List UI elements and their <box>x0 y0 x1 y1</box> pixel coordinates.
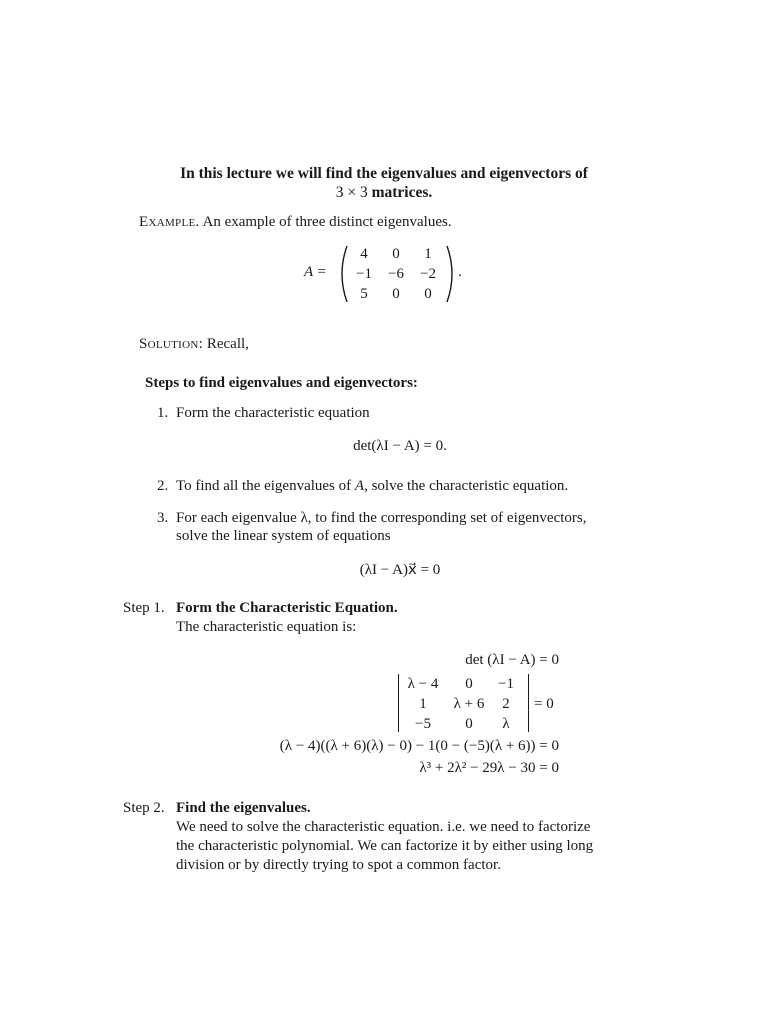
steps-item-3-line1: For each eigenvalue λ, to find the corresponding set of eigenvectors, <box>176 510 587 526</box>
steps-item-1-num: 1. <box>157 405 169 421</box>
example-label: Example. <box>139 214 200 230</box>
det-matrix-cell: λ + 6 <box>453 696 485 712</box>
det-matrix-cell: 2 <box>502 696 510 712</box>
steps-heading: Steps to find eigenvalues and eigenvectors: <box>145 375 418 391</box>
det-rhs: = 0 <box>534 696 554 712</box>
matrix-a-cell: 0 <box>392 246 400 262</box>
example-line <box>139 215 452 230</box>
steps-item-2-text <box>176 479 568 494</box>
title-math: 3 × 3 <box>335 184 368 201</box>
solution-text: Recall, <box>206 336 249 352</box>
matrix-a-cell: 1 <box>424 246 432 262</box>
matrix-a-cell: −2 <box>420 266 436 282</box>
det-matrix-cell: −1 <box>498 676 514 692</box>
det-left-bar <box>398 674 399 732</box>
det-matrix-cell: 1 <box>419 696 427 712</box>
det-right-bar <box>528 674 529 732</box>
eq-characteristic: det(λI − A) = 0. <box>353 438 447 454</box>
title-text: matrices. <box>367 184 433 201</box>
step2-line3: division or by directly trying to spot a common factor. <box>176 857 501 873</box>
step2-line1: We need to solve the characteristic equation. i.e. we need to factorize <box>176 819 591 835</box>
det-matrix-cell: 0 <box>465 716 473 732</box>
matrix-a-cell: 0 <box>424 286 432 302</box>
step2-label: Step 2. <box>123 800 165 816</box>
solution-line <box>139 337 249 352</box>
det-matrix-cell: λ <box>502 716 510 732</box>
steps-item-3-line2: solve the linear system of equations <box>176 528 391 544</box>
step1-heading: Form the Characteristic Equation. <box>176 600 398 616</box>
matrix-a-cell: 5 <box>360 286 368 302</box>
step2-line2: the characteristic polynomial. We can factorize it by either using long <box>176 838 594 854</box>
matrix-lhs: A = <box>304 264 327 280</box>
eq-poly: λ³ + 2λ² − 29λ − 30 = 0 <box>419 760 559 776</box>
eq-det: det (λI − A) = 0 <box>465 652 559 668</box>
step1-text: The characteristic equation is: <box>176 619 357 635</box>
example-text: An example of three distinct eigenvalues. <box>202 214 452 230</box>
step2-heading: Find the eigenvalues. <box>176 800 311 816</box>
steps-item-2-after: , solve the characteristic equation. <box>364 478 569 494</box>
steps-item-2-math: A <box>354 478 365 494</box>
step1-label: Step 1. <box>123 600 165 616</box>
det-matrix-cell: −5 <box>415 716 431 732</box>
matrix-a-cell: 4 <box>360 246 368 262</box>
matrix-end: . <box>458 264 462 280</box>
steps-item-1-text: Form the characteristic equation <box>176 405 370 421</box>
det-matrix-cell: 0 <box>465 676 473 692</box>
solution-label: Solution: <box>139 336 204 352</box>
matrix-right-paren <box>444 244 458 304</box>
det-matrix-cell: λ − 4 <box>407 676 439 692</box>
matrix-a-cell: 0 <box>392 286 400 302</box>
eq-linear-system: (λI − A)x⃗ = 0 <box>359 562 441 578</box>
matrix-a-cell: −6 <box>388 266 404 282</box>
matrix-a <box>348 247 444 303</box>
steps-item-2-before: To find all the eigenvalues of <box>176 478 355 494</box>
matrix-a-cell: −1 <box>356 266 372 282</box>
det-matrix <box>400 677 526 731</box>
lecture-title-line2 <box>0 185 768 201</box>
steps-item-2-num: 2. <box>157 478 169 494</box>
lecture-title-line1: In this lecture we will find the eigenvalues and eigenvectors of <box>180 165 588 182</box>
eq-expand: (λ − 4)((λ + 6)(λ) − 0) − 1(0 − (−5)(λ + 6)) = 0 <box>279 738 559 754</box>
steps-item-3-num: 3. <box>157 510 169 526</box>
